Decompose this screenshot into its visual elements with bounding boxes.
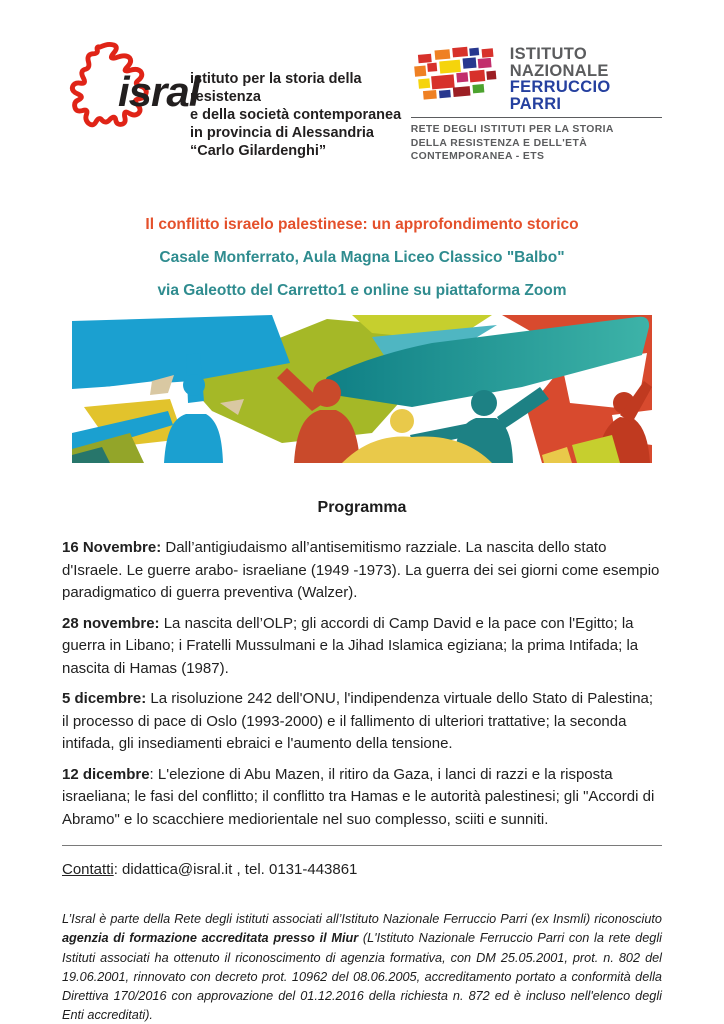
program-item-date: 5 dicembre: xyxy=(62,690,147,707)
event-address: via Galeotto del Carretto1 e online su piattaforma Zoom xyxy=(157,282,567,299)
legal-text-start: L’Isral è parte della Rete degli istituti associati all’Istituto Nazionale Ferruccio Parri (ex Insmli) riconosciuto xyxy=(62,912,662,926)
program-item-date: 28 novembre: xyxy=(62,614,160,632)
program-item-date: 16 Novembre: xyxy=(62,539,162,556)
program-item-text: Dall’antigiudaismo all’antisemitismo razziale. La nascita dello stato d'Israele. Le guerre arabo- israeliane (1949 -1973). La guerra dei sei giorni come esempio paradigmatico di guerra preventiva (Walzer). xyxy=(62,539,660,601)
program-item xyxy=(62,537,662,605)
header-logos xyxy=(62,40,662,170)
parri-subtitle xyxy=(411,123,662,164)
parri-subtitle-line: CONTEMPORANEA - ETS xyxy=(410,151,545,162)
contact-label: Contatti xyxy=(62,861,114,878)
contact-line xyxy=(62,861,662,878)
program-item xyxy=(62,613,662,681)
parri-divider xyxy=(411,117,662,118)
isral-acronym: isral xyxy=(118,68,200,115)
program-item-date: 12 dicembre xyxy=(62,765,150,783)
isral-description-line: istituto per la storia della resistenza xyxy=(190,71,362,105)
parri-logo xyxy=(411,40,662,164)
parri-mosaic-icon xyxy=(411,46,503,108)
program-item-text: : L'elezione di Abu Mazen, il ritiro da Gaza, i lanci di razzi e la risposta israeliana; le fasi del conflitto; il conflitto tra Hamas e le autorità palestinesi; gli "Accordi di Abramo" e lo scacchiere mediorientale nel suo complesso, sciiti e sunniti. xyxy=(62,765,655,828)
isral-logo xyxy=(62,40,411,168)
parri-title-line: FERRUCCIO xyxy=(509,78,611,96)
parri-subtitle-line: DELLA RESISTENZA E DELL'ETÀ xyxy=(410,137,588,149)
legal-footnote xyxy=(62,910,662,1024)
parri-title-line: PARRI xyxy=(509,94,562,113)
program-item xyxy=(62,688,662,756)
parri-title xyxy=(510,46,611,112)
program-list xyxy=(62,537,662,831)
isral-description-line: in provincia di Alessandria xyxy=(190,125,374,141)
event-title: Il conflitto israelo palestinese: un approfondimento storico xyxy=(145,216,579,233)
isral-description xyxy=(190,40,411,160)
isral-description-line: “Carlo Gilardenghi” xyxy=(190,143,327,159)
section-divider xyxy=(62,845,662,846)
isral-description-line: e della società contemporanea xyxy=(190,107,402,123)
parri-title-line: NAZIONALE xyxy=(509,61,609,80)
program-item xyxy=(62,764,662,832)
program-item-text: La nascita dell’OLP; gli accordi di Camp David e la pace con l'Egitto; la guerra in Libano; i Fratelli Mussulmani e la Jihad Islamica egiziana; la prima Intifada; la nascita di Hamas (1987). xyxy=(62,614,639,677)
event-title-block xyxy=(62,216,662,300)
parri-logo-top xyxy=(411,46,662,112)
contact-details: : didattica@isral.it , tel. 0131-443861 xyxy=(113,861,358,878)
event-banner-illustration xyxy=(72,315,652,463)
program-item-text: La risoluzione 242 dell'ONU, l'indipendenza virtuale dello Stato di Palestina; il processo di pace di Oslo (1993-2000) e il fallimento di ulteriori trattative; la seconda intifada, gli insediamenti ebraici e l'aumento della tensione. xyxy=(62,690,654,752)
legal-text-bold: agenzia di formazione accreditata presso il Miur xyxy=(62,931,359,946)
parri-subtitle-line: RETE DEGLI ISTITUTI PER LA STORIA xyxy=(410,124,614,135)
program-heading: Programma xyxy=(317,499,407,516)
parri-title-line: ISTITUTO xyxy=(509,45,587,63)
legal-text-end: (L'Istituto Nazionale Ferruccio Parri con la rete degli Istituti associati ha ottenuto il riconoscimento di agenzia formativa, con DM 25.05.2001, prot. n. 802 del 19.06.2001, rinnovato con decreto prot. 10962 del 08.06.2005, accreditamento portato a conformità della Direttiva 170/2016 con approvazione del 01.12.2016 della richiesta n. 872 ed è incluso nell'elenco degli Enti accreditati). xyxy=(62,931,662,1023)
event-location: Casale Monferrato, Aula Magna Liceo Classico "Balbo" xyxy=(159,249,565,266)
